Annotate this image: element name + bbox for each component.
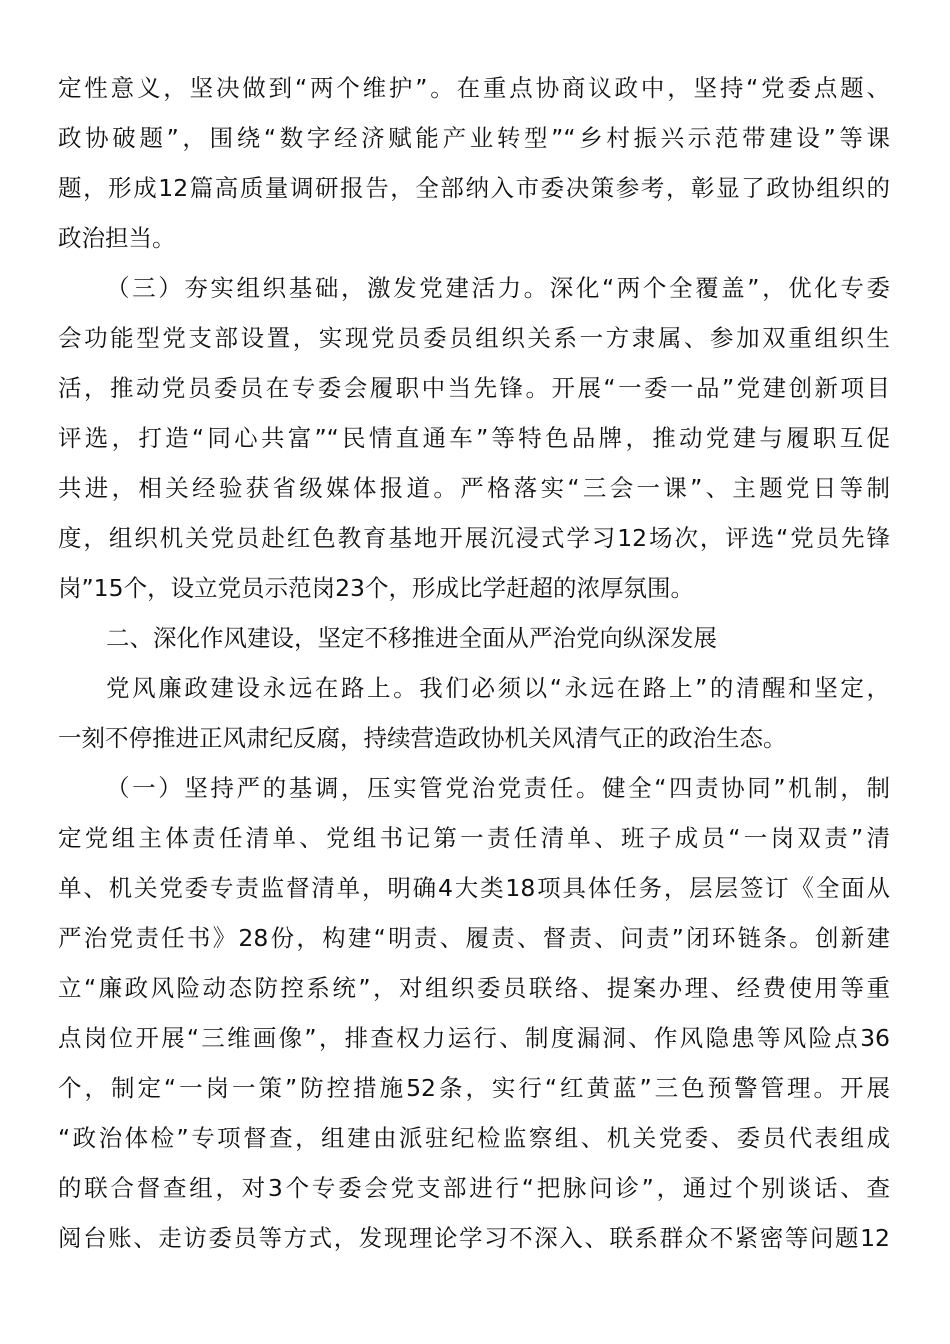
paragraph-continuation <box>58 63 890 263</box>
text-line: 评选，打造“同心共富”“民情直通车”等特色品牌，推动党建与履职互促 <box>58 424 890 452</box>
text-line: 的联合督查组，对3个专委会党支部进行“把脉问诊”，通过个别谈话、查 <box>58 1174 890 1202</box>
text-line: 严治党责任书》28份，构建“明责、履责、督责、问责”闭环链条。创新建 <box>58 924 890 952</box>
text-line: 活，推动党员委员在专委会履职中当先锋。开展“一委一品”党建创新项目 <box>58 374 890 402</box>
text-line: 题，形成12篇高质量调研报告，全部纳入市委决策参考，彰显了政协组织的 <box>58 174 890 202</box>
text-line: 定党组主体责任清单、党组书记第一责任清单、班子成员“一岗双责”清 <box>58 824 890 852</box>
text-line: 个，制定“一岗一策”防控措施52条，实行“红黄蓝”三色预警管理。开展 <box>58 1074 890 1102</box>
text-line: 岗”15个，设立党员示范岗23个，形成比学赶超的浓厚氛围。 <box>58 574 694 602</box>
text-line: （一）坚持严的基调，压实管党治党责任。健全“四责协同”机制，制 <box>106 774 890 802</box>
paragraph-responsibility <box>58 763 890 1263</box>
paragraph-intro <box>58 663 890 763</box>
text-line: “政治体检”专项督查，组建由派驻纪检监察组、机关党委、委员代表组成 <box>58 1124 890 1152</box>
text-line: 单、机关党委专责监督清单，明确4大类18项具体任务，层层签订《全面从 <box>58 874 890 902</box>
text-line: 政治担当。 <box>58 224 176 252</box>
paragraph-organization-foundation <box>58 263 890 613</box>
text-line: 共进，相关经验获省级媒体报道。严格落实“三会一课”、主题党日等制 <box>58 474 890 502</box>
text-line: 党风廉政建设永远在路上。我们必须以“永远在路上”的清醒和坚定， <box>106 674 890 702</box>
text-line: 立“廉政风险动态防控系统”，对组织委员联络、提案办理、经费使用等重 <box>58 974 890 1002</box>
text-line: 阅台账、走访委员等方式，发现理论学习不深入、联系群众不紧密等问题12 <box>58 1224 890 1252</box>
text-line: （三）夯实组织基础，激发党建活力。深化“两个全覆盖”，优化专委 <box>106 274 890 302</box>
text-line: 点岗位开展“三维画像”，排查权力运行、制度漏洞、作风隐患等风险点36 <box>58 1024 890 1052</box>
text-line: 政协破题”，围绕“数字经济赋能产业转型”“乡村振兴示范带建设”等课 <box>58 124 890 152</box>
text-line: 度，组织机关党员赴红色教育基地开展沉浸式学习12场次，评选“党员先锋 <box>58 524 890 552</box>
section-heading: 二、深化作风建设，坚定不移推进全面从严治党向纵深发展 <box>106 624 717 652</box>
text-line: 会功能型党支部设置，实现党员委员组织关系一方隶属、参加双重组织生 <box>58 324 890 352</box>
document-page <box>58 63 890 1263</box>
text-line: 一刻不停推进正风肃纪反腐，持续营造政协机关风清气正的政治生态。 <box>58 724 787 752</box>
text-line: 定性意义，坚决做到“两个维护”。在重点协商议政中，坚持“党委点题、 <box>58 74 890 102</box>
